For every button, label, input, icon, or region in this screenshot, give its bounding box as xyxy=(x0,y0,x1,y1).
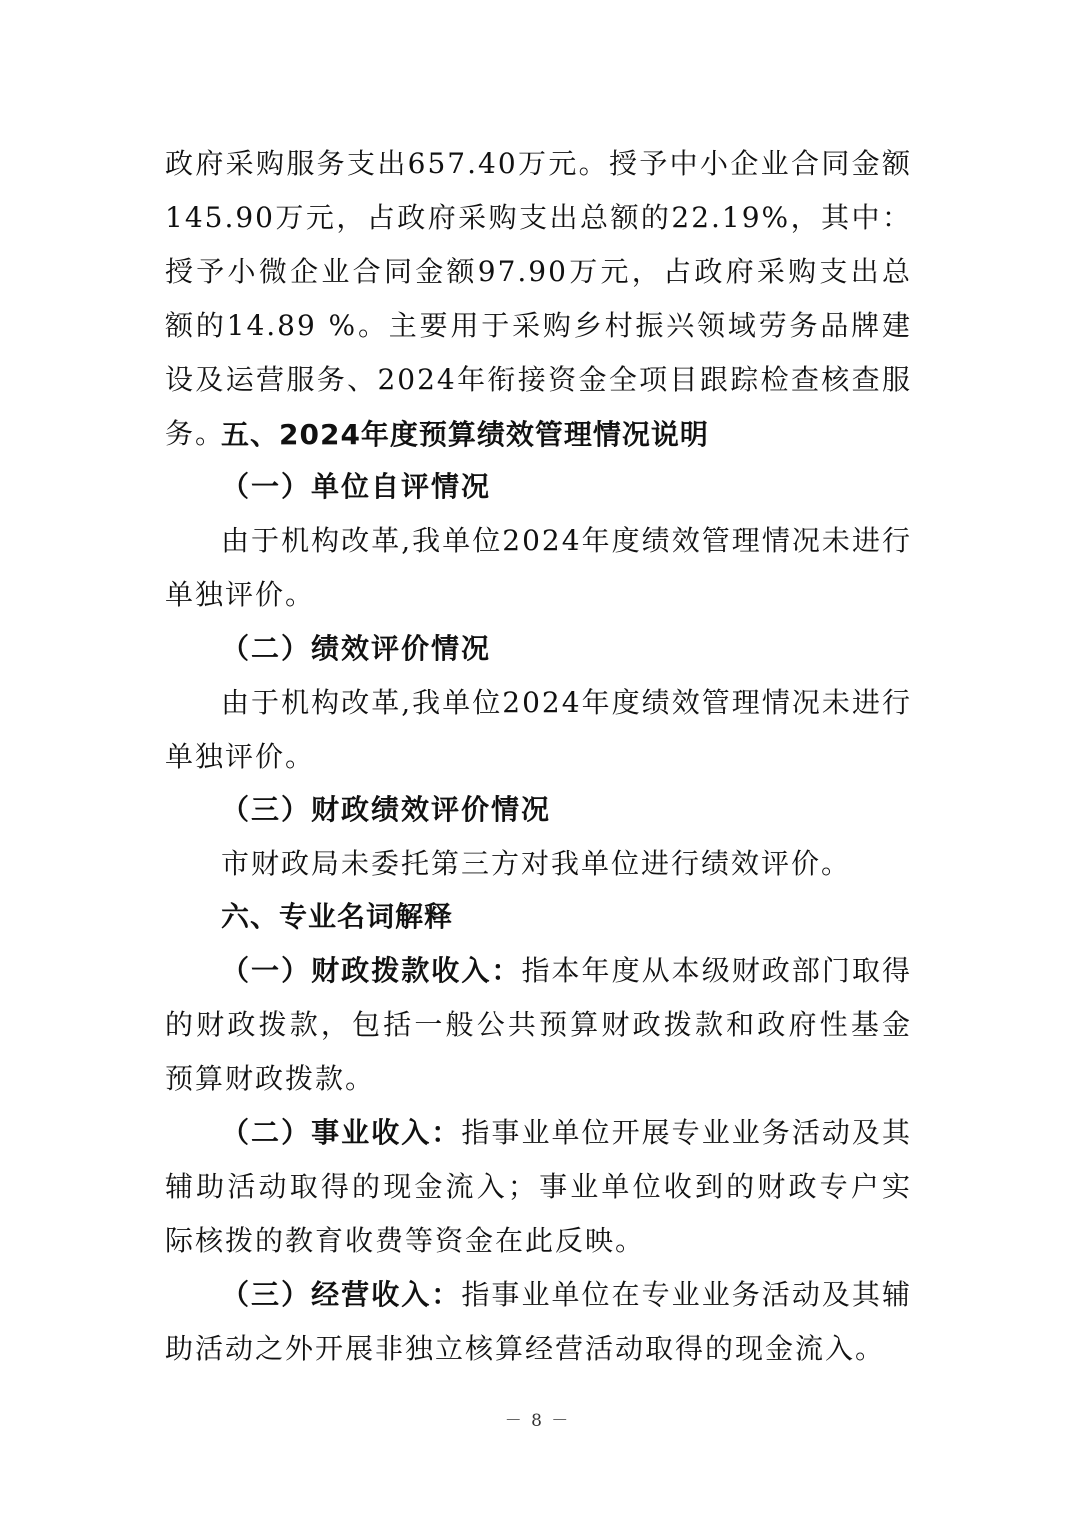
term-fiscal-appropriation xyxy=(165,944,912,1106)
term-business-income-definition: 指事业单位开展专业业务活动及其辅助活动取得的现金流入；事业单位收到的财政专户实际核拨的教育收费等资金在此反映。 xyxy=(165,1116,912,1257)
term-operating-income-label: （三）经营收入： xyxy=(221,1278,462,1311)
term-operating-income-definition: 指事业单位在专业业务活动及其辅助活动之外开展非独立核算经营活动取得的现金流入。 xyxy=(165,1278,912,1365)
term-business-income-label: （二）事业收入： xyxy=(221,1116,462,1149)
page-number: － 8 － xyxy=(504,1411,571,1431)
term-fiscal-appropriation-label: （一）财政拨款收入： xyxy=(221,954,522,987)
section-5-1-title: （一）单位自评情况 xyxy=(221,470,492,503)
section-5-2-body: 由于机构改革,我单位2024年度绩效管理情况未进行单独评价。 xyxy=(165,686,912,773)
section-5-title: 五、2024年度预算绩效管理情况说明 xyxy=(221,418,709,451)
section-6-title: 六、专业名词解释 xyxy=(221,900,454,933)
section-5-2-title: （二）绩效评价情况 xyxy=(221,632,492,665)
term-operating-income xyxy=(165,1268,912,1376)
section-5-1-body: 由于机构改革,我单位2024年度绩效管理情况未进行单独评价。 xyxy=(165,524,912,611)
paragraph-procurement: 政府采购服务支出657.40万元。授予中小企业合同金额145.90万元，占政府采购支出总额的22.19%，其中：授予小微企业合同金额97.90万元，占政府采购支出总额的14.89 %。主要用于采购乡村振兴领域劳务品牌建设及运营服务、2024年衔接资金全项目跟踪检查核查服务。 xyxy=(165,147,912,450)
term-fiscal-appropriation-definition: 指本年度从本级财政部门取得的财政拨款，包括一般公共预算财政拨款和政府性基金预算财政拨款。 xyxy=(165,954,912,1095)
section-5-3-title: （三）财政绩效评价情况 xyxy=(221,793,552,826)
section-5-3-body: 市财政局未委托第三方对我单位进行绩效评价。 xyxy=(221,847,852,880)
term-business-income xyxy=(165,1106,912,1268)
